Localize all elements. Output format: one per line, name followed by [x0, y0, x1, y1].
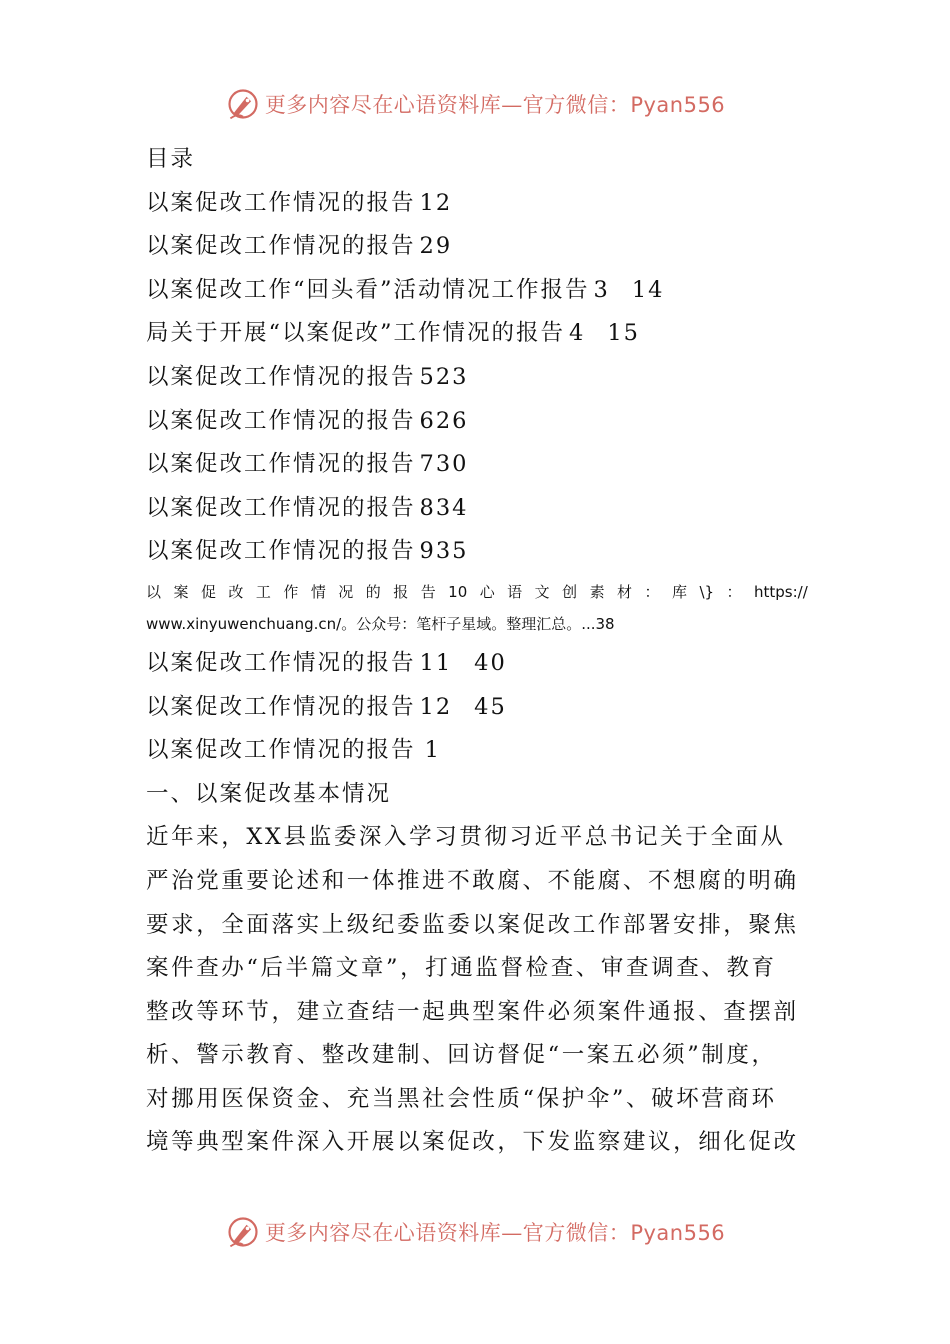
- document-content: [146, 138, 808, 1165]
- pen-nib-circle-icon: [225, 86, 261, 122]
- toc-entry-10-token: 文: [534, 582, 550, 601]
- toc-entry-10-token: 告: [420, 582, 436, 601]
- toc-entry-10-token: 作: [283, 582, 299, 601]
- footer-banner: [0, 1212, 950, 1252]
- paragraph-line: 严治党重要论述和一体推进不敢腐、不能腐、不想腐的明确: [146, 867, 799, 894]
- toc-entry-10-token: https://: [753, 582, 808, 601]
- toc-entry-page: 34: [435, 494, 469, 521]
- toc-entry-10: [146, 576, 808, 640]
- toc-entry-10-token: 案: [173, 582, 189, 601]
- toc-entry-10-token: 报: [393, 582, 409, 601]
- pen-nib-circle-icon: [225, 1214, 261, 1250]
- toc-entry-number: 12: [419, 693, 453, 720]
- toc-entry-10-token: 促: [200, 582, 216, 601]
- toc-entry-page: 15: [607, 320, 640, 347]
- toc-entry[interactable]: [146, 356, 808, 400]
- toc-entry-number: 5: [419, 363, 436, 390]
- toc-entry-title: 以案促改工作情况的报告: [146, 407, 416, 434]
- toc-entry-page: 30: [435, 451, 469, 478]
- banner-wechat-id: Pyan556: [630, 1221, 726, 1245]
- toc-entry-number: 11: [419, 649, 453, 676]
- toc-entry-title: 以案促改工作情况的报告: [146, 494, 416, 521]
- toc-entry[interactable]: [146, 443, 808, 487]
- toc-entry-page: 40: [474, 649, 507, 676]
- toc-entry-page: 2: [435, 189, 453, 216]
- toc-entry-10-token: ：: [726, 582, 742, 601]
- header-banner: [0, 84, 950, 124]
- toc-list-continued: [146, 642, 808, 729]
- toc-entry-number: 2: [419, 233, 436, 260]
- toc-entry-number: 6: [419, 407, 436, 434]
- toc-list: [146, 182, 808, 574]
- toc-entry-title: 以案促改工作情况的报告: [146, 538, 416, 565]
- toc-entry-page: 23: [435, 363, 469, 390]
- toc-entry-page: 14: [631, 276, 665, 303]
- toc-entry-number: 9: [419, 538, 436, 565]
- toc-entry-number: 3: [593, 276, 610, 303]
- toc-entry-title: 局关于开展“以案促改”工作情况的报告: [146, 320, 566, 347]
- paragraph-line: 案件查办“后半篇文章”，打通监督检查、审查调查、教育: [146, 955, 777, 982]
- body-paragraph: [146, 816, 808, 1165]
- toc-entry-10-token: 素: [589, 582, 605, 601]
- toc-entry-10-token: 10: [448, 582, 468, 601]
- paragraph-line: 境等典型案件深入开展以案促改，下发监察建议，细化促改: [146, 1129, 799, 1156]
- banner-wechat-id: Pyan556: [630, 93, 726, 117]
- toc-entry[interactable]: [146, 642, 808, 686]
- toc-entry-page: 26: [435, 407, 469, 434]
- toc-entry-10-token: 况: [338, 582, 354, 601]
- toc-entry-page: 9: [435, 233, 453, 260]
- toc-entry[interactable]: [146, 400, 808, 444]
- toc-entry[interactable]: [146, 269, 808, 313]
- toc-entry-10-token: 工: [255, 582, 271, 601]
- paragraph-line: 近年来，XX县监委深入学习贯彻习近平总书记关于全面从: [146, 824, 786, 851]
- toc-entry-title: 以案促改工作情况的报告: [146, 649, 416, 676]
- toc-entry-10-line1: [146, 576, 808, 608]
- toc-entry-page: 45: [474, 693, 507, 720]
- toc-entry-10-token: 以: [146, 582, 162, 601]
- toc-entry-10-token: 情: [310, 582, 326, 601]
- toc-entry-title: 以案促改工作情况的报告: [146, 233, 416, 260]
- toc-entry-10-token: ：: [644, 582, 660, 601]
- paragraph-line: 析、警示教育、整改建制、回访督促“一案五必须”制度，: [146, 1042, 777, 1069]
- paragraph-line: 要求，全面落实上级纪委监委以案促改工作部署安排，聚焦: [146, 911, 799, 938]
- toc-entry-10-token: 创: [562, 582, 578, 601]
- toc-entry-title: 以案促改工作情况的报告: [146, 189, 416, 216]
- banner-text: 更多内容尽在心语资料库—官方微信：Pyan556: [264, 93, 726, 117]
- toc-entry[interactable]: [146, 225, 808, 269]
- toc-entry-number: 4: [569, 320, 586, 347]
- toc-entry-number: 7: [419, 451, 436, 478]
- toc-entry[interactable]: [146, 487, 808, 531]
- toc-entry[interactable]: [146, 530, 808, 574]
- toc-entry-title: 以案促改工作“回头看”活动情况工作报告: [146, 276, 590, 303]
- banner-text: 更多内容尽在心语资料库—官方微信：Pyan556: [264, 1221, 726, 1245]
- toc-entry-10-token: 库: [671, 582, 687, 601]
- paragraph-line: 整改等环节，建立查结一起典型案件必须案件通报、查摆剖: [146, 998, 799, 1025]
- toc-heading: 目录: [146, 146, 196, 172]
- toc-entry-10-token: \}: [699, 582, 715, 601]
- toc-entry-10-line2: www.xinyuwenchuang.cn/。公众号：笔杆子星域。整理汇总。...38: [146, 614, 615, 633]
- toc-entry-number: 1: [419, 189, 436, 216]
- toc-entry-title: 以案促改工作情况的报告: [146, 451, 416, 478]
- toc-entry[interactable]: [146, 182, 808, 226]
- toc-entry-page: 35: [435, 538, 469, 565]
- document-title: 以案促改工作情况的报告 1: [146, 737, 441, 764]
- toc-entry-10-token: 的: [365, 582, 381, 601]
- toc-entry-10-token: 材: [617, 582, 633, 601]
- toc-entry-number: 8: [419, 494, 436, 521]
- toc-entry[interactable]: [146, 686, 808, 730]
- section-heading: 一、以案促改基本情况: [146, 780, 392, 807]
- toc-entry-title: 以案促改工作情况的报告: [146, 693, 416, 720]
- toc-entry-title: 以案促改工作情况的报告: [146, 363, 416, 390]
- toc-entry-10-token: 语: [507, 582, 523, 601]
- paragraph-line: 对挪用医保资金、充当黑社会性质“保护伞”、破坏营商环: [146, 1085, 777, 1112]
- toc-entry-10-token: 改: [228, 582, 244, 601]
- toc-entry[interactable]: [146, 312, 808, 356]
- toc-entry-10-token: 心: [479, 582, 495, 601]
